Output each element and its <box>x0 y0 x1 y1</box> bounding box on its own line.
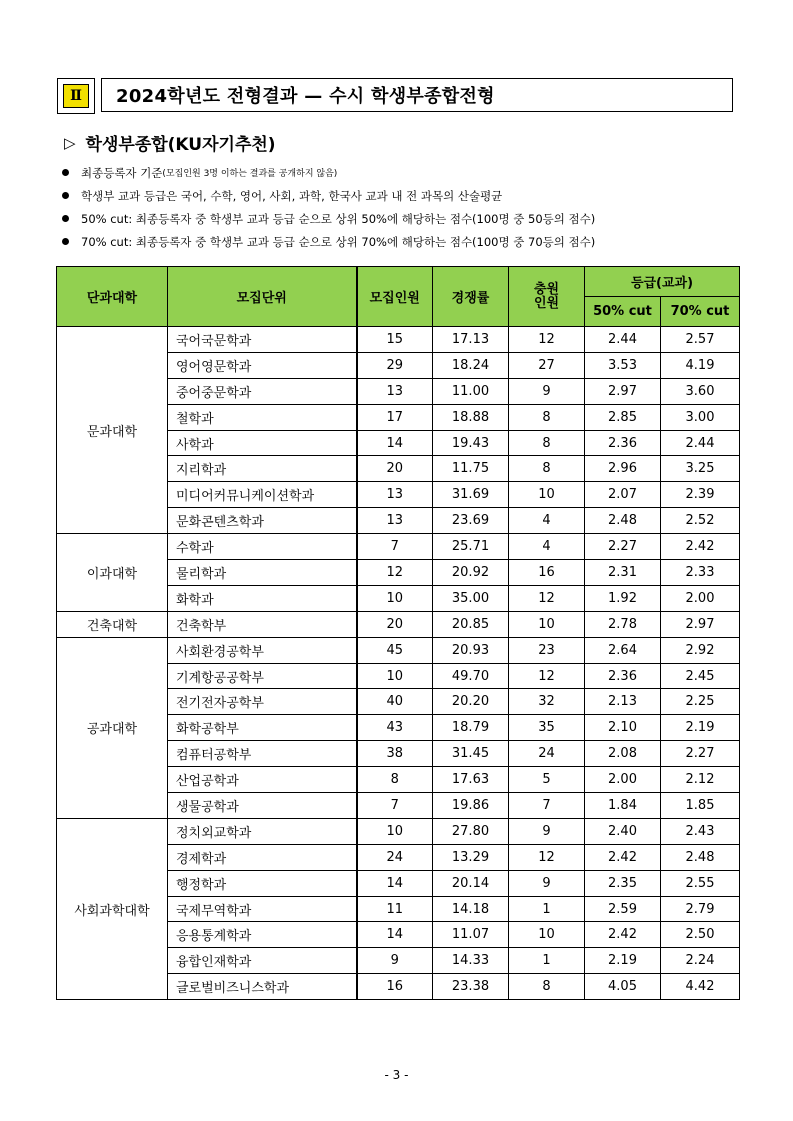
cell-cut50: 2.27 <box>585 534 661 560</box>
cell-cut50: 2.42 <box>585 922 661 948</box>
cell-quota: 10 <box>357 585 433 611</box>
cell-unit: 융합인재학과 <box>168 948 357 974</box>
cell-cut70: 2.97 <box>661 611 740 637</box>
cell-cut50: 2.35 <box>585 870 661 896</box>
cell-unit: 중어중문학과 <box>168 378 357 404</box>
cell-cut70: 2.50 <box>661 922 740 948</box>
cell-extra: 24 <box>509 741 585 767</box>
cell-unit: 산업공학과 <box>168 767 357 793</box>
cell-unit: 컴퓨터공학부 <box>168 741 357 767</box>
cell-cut70: 2.92 <box>661 637 740 663</box>
cell-unit: 행정학과 <box>168 870 357 896</box>
cell-cut70: 2.39 <box>661 482 740 508</box>
cell-ratio: 18.88 <box>433 404 509 430</box>
cell-quota: 16 <box>357 974 433 1000</box>
cell-cut50: 2.08 <box>585 741 661 767</box>
cell-unit: 전기전자공학부 <box>168 689 357 715</box>
cell-cut50: 2.96 <box>585 456 661 482</box>
cell-extra: 5 <box>509 767 585 793</box>
cell-cut70: 2.44 <box>661 430 740 456</box>
cell-quota: 7 <box>357 534 433 560</box>
section-header <box>57 78 733 114</box>
header-college: 단과대학 <box>57 267 168 327</box>
cell-unit: 영어영문학과 <box>168 352 357 378</box>
cell-extra: 8 <box>509 456 585 482</box>
cell-cut70: 2.12 <box>661 767 740 793</box>
cell-cut50: 2.36 <box>585 430 661 456</box>
results-table <box>56 266 740 1000</box>
cell-ratio: 27.80 <box>433 818 509 844</box>
cell-cut70: 2.52 <box>661 508 740 534</box>
cell-ratio: 11.00 <box>433 378 509 404</box>
cell-extra: 9 <box>509 870 585 896</box>
cell-quota: 17 <box>357 404 433 430</box>
cell-college: 사회과학대학 <box>57 818 168 999</box>
cell-extra: 12 <box>509 327 585 353</box>
cell-quota: 40 <box>357 689 433 715</box>
cell-extra: 12 <box>509 585 585 611</box>
cell-ratio: 20.20 <box>433 689 509 715</box>
cell-quota: 10 <box>357 663 433 689</box>
cell-cut50: 2.07 <box>585 482 661 508</box>
cell-ratio: 25.71 <box>433 534 509 560</box>
cell-cut70: 2.33 <box>661 560 740 586</box>
cell-extra: 35 <box>509 715 585 741</box>
cell-cut50: 3.53 <box>585 352 661 378</box>
bullet-icon <box>62 238 69 245</box>
cell-quota: 10 <box>357 818 433 844</box>
cell-cut70: 4.42 <box>661 974 740 1000</box>
cell-cut70: 2.19 <box>661 715 740 741</box>
cell-cut70: 2.55 <box>661 870 740 896</box>
cell-quota: 45 <box>357 637 433 663</box>
cell-ratio: 35.00 <box>433 585 509 611</box>
table-body <box>57 327 740 1000</box>
cell-unit: 생물공학과 <box>168 793 357 819</box>
cell-cut70: 2.42 <box>661 534 740 560</box>
cell-quota: 20 <box>357 611 433 637</box>
cell-unit: 문화콘텐츠학과 <box>168 508 357 534</box>
header-quota: 모집인원 <box>357 267 433 327</box>
cell-quota: 14 <box>357 870 433 896</box>
cell-unit: 화학공학부 <box>168 715 357 741</box>
bullet-icon <box>62 192 69 199</box>
cell-quota: 7 <box>357 793 433 819</box>
cell-ratio: 17.13 <box>433 327 509 353</box>
cell-college: 문과대학 <box>57 327 168 534</box>
cell-ratio: 11.07 <box>433 922 509 948</box>
cell-unit: 화학과 <box>168 585 357 611</box>
table-row <box>57 611 740 637</box>
cell-extra: 10 <box>509 922 585 948</box>
cell-ratio: 18.24 <box>433 352 509 378</box>
subheading-text: 학생부종합(KU자기추천) <box>85 135 276 155</box>
note-item: 50% cut: 최종등록자 중 학생부 교과 등급 순으로 상위 50%에 해당하는 점수(100명 중 50등의 점수) <box>62 207 595 230</box>
cell-unit: 기계항공공학부 <box>168 663 357 689</box>
bullet-icon <box>62 169 69 176</box>
cell-unit: 응용통계학과 <box>168 922 357 948</box>
cell-ratio: 19.43 <box>433 430 509 456</box>
cell-cut50: 1.92 <box>585 585 661 611</box>
section-number: Ⅱ <box>63 84 89 108</box>
cell-cut50: 4.05 <box>585 974 661 1000</box>
cell-quota: 24 <box>357 844 433 870</box>
cell-ratio: 11.75 <box>433 456 509 482</box>
cell-college: 공과대학 <box>57 637 168 818</box>
header-grade: 등급(교과) <box>585 267 740 297</box>
cell-cut50: 2.59 <box>585 896 661 922</box>
cell-unit: 국제무역학과 <box>168 896 357 922</box>
cell-unit: 글로벌비즈니스학과 <box>168 974 357 1000</box>
note-item: 70% cut: 최종등록자 중 학생부 교과 등급 순으로 상위 70%에 해당하는 점수(100명 중 70등의 점수) <box>62 230 595 253</box>
table-row <box>57 534 740 560</box>
cell-quota: 13 <box>357 482 433 508</box>
cell-ratio: 13.29 <box>433 844 509 870</box>
cell-cut50: 2.44 <box>585 327 661 353</box>
cell-extra: 9 <box>509 378 585 404</box>
cell-extra: 16 <box>509 560 585 586</box>
cell-unit: 사회환경공학부 <box>168 637 357 663</box>
cell-ratio: 31.45 <box>433 741 509 767</box>
cell-quota: 14 <box>357 430 433 456</box>
cell-cut70: 2.27 <box>661 741 740 767</box>
cell-unit: 지리학과 <box>168 456 357 482</box>
cell-cut50: 2.13 <box>585 689 661 715</box>
cell-ratio: 14.33 <box>433 948 509 974</box>
cell-cut70: 2.57 <box>661 327 740 353</box>
cell-unit: 정치외교학과 <box>168 818 357 844</box>
cell-ratio: 19.86 <box>433 793 509 819</box>
cell-quota: 38 <box>357 741 433 767</box>
cell-ratio: 49.70 <box>433 663 509 689</box>
note-item: 최종등록자 기준 (모집인원 3명 이하는 결과를 공개하지 않음) <box>62 161 595 184</box>
table-row <box>57 818 740 844</box>
cell-ratio: 18.79 <box>433 715 509 741</box>
page-number: - 3 - <box>384 1068 409 1082</box>
bullet-icon <box>62 215 69 222</box>
cell-quota: 12 <box>357 560 433 586</box>
cell-extra: 27 <box>509 352 585 378</box>
header-ratio: 경쟁률 <box>433 267 509 327</box>
cell-cut50: 2.36 <box>585 663 661 689</box>
cell-cut50: 2.97 <box>585 378 661 404</box>
cell-unit: 물리학과 <box>168 560 357 586</box>
header-cut70: 70% cut <box>661 297 740 327</box>
cell-extra: 32 <box>509 689 585 715</box>
cell-cut70: 2.79 <box>661 896 740 922</box>
note-item: 학생부 교과 등급은 국어, 수학, 영어, 사회, 과학, 한국사 교과 내 전 과목의 산술평균 <box>62 184 595 207</box>
cell-cut70: 3.00 <box>661 404 740 430</box>
cell-extra: 9 <box>509 818 585 844</box>
table-row <box>57 637 740 663</box>
cell-cut50: 1.84 <box>585 793 661 819</box>
cell-cut70: 3.25 <box>661 456 740 482</box>
cell-cut70: 3.60 <box>661 378 740 404</box>
cell-extra: 7 <box>509 793 585 819</box>
subheading <box>64 130 276 155</box>
cell-ratio: 20.92 <box>433 560 509 586</box>
cell-cut50: 2.85 <box>585 404 661 430</box>
header-extra: 충원 인원 <box>509 267 585 327</box>
cell-extra: 12 <box>509 844 585 870</box>
cell-unit: 국어국문학과 <box>168 327 357 353</box>
cell-extra: 1 <box>509 896 585 922</box>
cell-extra: 12 <box>509 663 585 689</box>
cell-extra: 23 <box>509 637 585 663</box>
cell-extra: 10 <box>509 482 585 508</box>
cell-cut70: 2.00 <box>661 585 740 611</box>
section-title: 2024학년도 전형결과 — 수시 학생부종합전형 <box>101 78 733 112</box>
cell-cut50: 2.42 <box>585 844 661 870</box>
cell-cut70: 2.24 <box>661 948 740 974</box>
cell-quota: 43 <box>357 715 433 741</box>
cell-cut70: 2.48 <box>661 844 740 870</box>
cell-unit: 미디어커뮤니케이션학과 <box>168 482 357 508</box>
cell-unit: 경제학과 <box>168 844 357 870</box>
cell-quota: 11 <box>357 896 433 922</box>
cell-ratio: 20.93 <box>433 637 509 663</box>
cell-cut70: 4.19 <box>661 352 740 378</box>
cell-quota: 13 <box>357 508 433 534</box>
section-number-box <box>57 78 95 114</box>
cell-quota: 9 <box>357 948 433 974</box>
cell-ratio: 14.18 <box>433 896 509 922</box>
cell-extra: 4 <box>509 508 585 534</box>
cell-quota: 15 <box>357 327 433 353</box>
cell-unit: 사학과 <box>168 430 357 456</box>
cell-cut50: 2.40 <box>585 818 661 844</box>
cell-unit: 수학과 <box>168 534 357 560</box>
cell-quota: 14 <box>357 922 433 948</box>
header-unit: 모집단위 <box>168 267 357 327</box>
cell-cut70: 2.25 <box>661 689 740 715</box>
cell-cut50: 2.31 <box>585 560 661 586</box>
cell-cut70: 1.85 <box>661 793 740 819</box>
cell-ratio: 20.85 <box>433 611 509 637</box>
cell-ratio: 31.69 <box>433 482 509 508</box>
cell-cut50: 2.19 <box>585 948 661 974</box>
cell-quota: 20 <box>357 456 433 482</box>
cell-college: 건축대학 <box>57 611 168 637</box>
cell-extra: 8 <box>509 974 585 1000</box>
cell-cut50: 2.48 <box>585 508 661 534</box>
cell-cut70: 2.43 <box>661 818 740 844</box>
cell-cut50: 2.00 <box>585 767 661 793</box>
cell-extra: 1 <box>509 948 585 974</box>
cell-ratio: 23.69 <box>433 508 509 534</box>
header-cut50: 50% cut <box>585 297 661 327</box>
cell-unit: 철학과 <box>168 404 357 430</box>
cell-cut70: 2.45 <box>661 663 740 689</box>
cell-cut50: 2.10 <box>585 715 661 741</box>
cell-extra: 8 <box>509 404 585 430</box>
cell-ratio: 23.38 <box>433 974 509 1000</box>
notes-list <box>62 161 595 253</box>
cell-quota: 8 <box>357 767 433 793</box>
cell-cut50: 2.64 <box>585 637 661 663</box>
cell-quota: 13 <box>357 378 433 404</box>
cell-cut50: 2.78 <box>585 611 661 637</box>
cell-ratio: 17.63 <box>433 767 509 793</box>
cell-extra: 10 <box>509 611 585 637</box>
triangle-marker-icon: ▷ <box>64 133 76 152</box>
table-row <box>57 327 740 353</box>
cell-extra: 8 <box>509 430 585 456</box>
cell-ratio: 20.14 <box>433 870 509 896</box>
cell-quota: 29 <box>357 352 433 378</box>
cell-extra: 4 <box>509 534 585 560</box>
cell-college: 이과대학 <box>57 534 168 612</box>
cell-unit: 건축학부 <box>168 611 357 637</box>
